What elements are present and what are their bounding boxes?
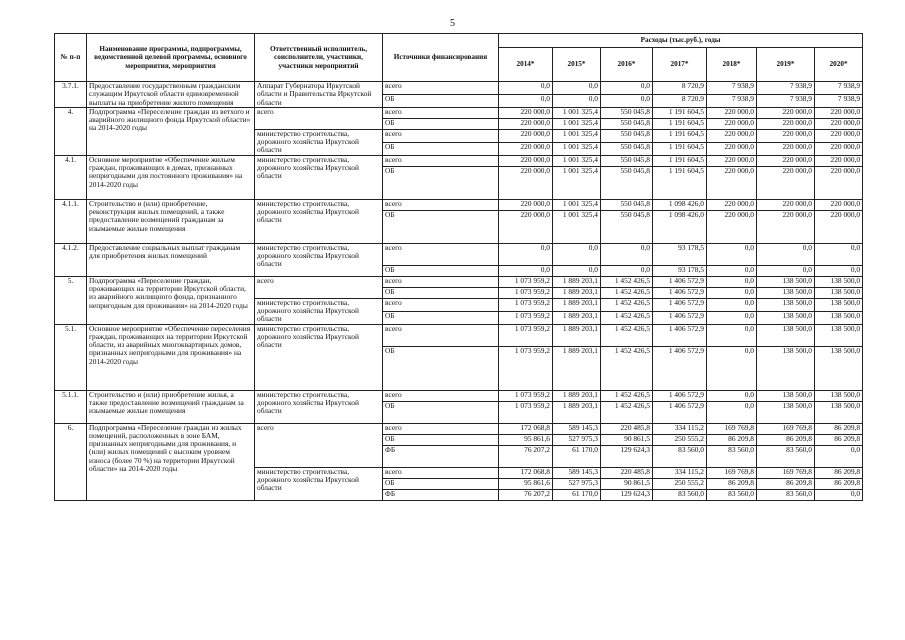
row-number: 4.1.2. [55, 243, 87, 276]
amount-cell: 138 500,0 [815, 287, 863, 298]
header-num: № п-п [55, 34, 87, 82]
executor-cell: министерство строительства, дорожного хозяйства Иркутской области [255, 324, 383, 390]
amount-cell: 1 073 959,2 [499, 324, 553, 346]
row-number: 6. [55, 423, 87, 500]
amount-cell: 93 178,5 [653, 243, 707, 265]
amount-cell: 0,0 [601, 265, 653, 276]
amount-cell: 0,0 [707, 265, 757, 276]
amount-cell: 0,0 [815, 445, 863, 467]
executor-cell: всего [255, 276, 383, 298]
amount-cell: 589 145,3 [553, 423, 601, 434]
row-number: 5.1.1. [55, 390, 87, 423]
amount-cell: 1 191 604,5 [653, 118, 707, 129]
amount-cell: 86 209,8 [815, 467, 863, 478]
amount-cell: 550 045,8 [601, 142, 653, 155]
executor-cell: министерство строительства, дорожного хозяйства Иркутской области [255, 129, 383, 155]
amount-cell: 0,0 [553, 82, 601, 95]
amount-cell: 129 624,3 [601, 489, 653, 500]
funding-source: ОБ [383, 434, 499, 445]
amount-cell: 550 045,8 [601, 118, 653, 129]
amount-cell: 0,0 [553, 265, 601, 276]
amount-cell: 334 115,2 [653, 467, 707, 478]
table-row [55, 155, 863, 166]
amount-cell: 1 191 604,5 [653, 166, 707, 199]
amount-cell: 95 861,6 [499, 478, 553, 489]
amount-cell: 220 000,0 [757, 199, 815, 210]
amount-cell: 1 073 959,2 [499, 276, 553, 287]
executor-cell: министерство строительства, дорожного хозяйства Иркутской области [255, 390, 383, 423]
amount-cell: 8 720,9 [653, 94, 707, 107]
amount-cell: 83 560,0 [653, 489, 707, 500]
amount-cell: 220 000,0 [815, 129, 863, 142]
program-name: Предоставление государственным гражданским служащим Иркутской области единовременной выплаты на приобретение жилого помещения [87, 82, 255, 108]
funding-source: ОБ [383, 142, 499, 155]
amount-cell: 76 207,2 [499, 445, 553, 467]
amount-cell: 86 209,8 [815, 478, 863, 489]
amount-cell: 1 001 325,4 [553, 129, 601, 142]
amount-cell: 1 191 604,5 [653, 155, 707, 166]
amount-cell: 220 000,0 [707, 129, 757, 142]
amount-cell: 138 500,0 [757, 311, 815, 324]
amount-cell: 0,0 [757, 243, 815, 265]
amount-cell: 1 001 325,4 [553, 118, 601, 129]
amount-cell: 0,0 [499, 94, 553, 107]
table-row [55, 82, 863, 95]
table-row [55, 324, 863, 346]
amount-cell: 220 000,0 [757, 118, 815, 129]
amount-cell: 172 068,8 [499, 467, 553, 478]
amount-cell: 1 889 203,1 [553, 287, 601, 298]
amount-cell: 1 889 203,1 [553, 298, 601, 311]
amount-cell: 1 191 604,5 [653, 129, 707, 142]
amount-cell: 220 000,0 [757, 107, 815, 118]
amount-cell: 1 406 572,9 [653, 311, 707, 324]
funding-source: ОБ [383, 311, 499, 324]
amount-cell: 0,0 [601, 94, 653, 107]
table-body [55, 82, 863, 501]
header-executor: Ответственный исполнитель, соисполнители, участники, участники мероприятий [255, 34, 383, 82]
amount-cell: 1 073 959,2 [499, 298, 553, 311]
header-expenses: Расходы (тыс.руб.), годы [499, 34, 863, 48]
amount-cell: 220 000,0 [707, 142, 757, 155]
amount-cell: 220 000,0 [815, 199, 863, 210]
amount-cell: 1 406 572,9 [653, 298, 707, 311]
funding-source: всего [383, 129, 499, 142]
funding-source: всего [383, 324, 499, 346]
table-row [55, 423, 863, 434]
funding-source: ОБ [383, 478, 499, 489]
executor-cell: министерство строительства, дорожного хозяйства Иркутской области [255, 155, 383, 199]
amount-cell: 138 500,0 [757, 298, 815, 311]
amount-cell: 220 000,0 [707, 199, 757, 210]
executor-cell: всего [255, 423, 383, 467]
amount-cell: 220 000,0 [707, 107, 757, 118]
amount-cell: 138 500,0 [757, 276, 815, 287]
amount-cell: 138 500,0 [815, 324, 863, 346]
amount-cell: 138 500,0 [757, 346, 815, 390]
amount-cell: 0,0 [707, 401, 757, 423]
amount-cell: 138 500,0 [757, 401, 815, 423]
funding-source: всего [383, 276, 499, 287]
amount-cell: 1 073 959,2 [499, 390, 553, 401]
table-row [55, 243, 863, 265]
amount-cell: 589 145,3 [553, 467, 601, 478]
header-source: Источники финансирования [383, 34, 499, 82]
row-number: 5. [55, 276, 87, 324]
header-year: 2015* [553, 48, 601, 82]
row-number: 4. [55, 107, 87, 155]
program-name: Строительство и (или) приобретение жилья, а также предоставление возмещений гражданам за изымаемые жилые помещения [87, 390, 255, 423]
executor-cell: всего [255, 107, 383, 129]
amount-cell: 83 560,0 [757, 445, 815, 467]
amount-cell: 220 000,0 [499, 118, 553, 129]
amount-cell: 220 000,0 [499, 210, 553, 243]
funding-source: всего [383, 155, 499, 166]
amount-cell: 7 938,9 [707, 94, 757, 107]
amount-cell: 1 406 572,9 [653, 287, 707, 298]
page-number: 5 [450, 18, 455, 29]
amount-cell: 1 191 604,5 [653, 142, 707, 155]
amount-cell: 220 485,8 [601, 467, 653, 478]
funding-source: всего [383, 390, 499, 401]
amount-cell: 138 500,0 [815, 346, 863, 390]
amount-cell: 220 000,0 [707, 166, 757, 199]
amount-cell: 1 889 203,1 [553, 390, 601, 401]
amount-cell: 0,0 [815, 489, 863, 500]
amount-cell: 1 001 325,4 [553, 199, 601, 210]
amount-cell: 1 889 203,1 [553, 401, 601, 423]
amount-cell: 1 001 325,4 [553, 107, 601, 118]
row-number: 4.1.1. [55, 199, 87, 243]
amount-cell: 220 000,0 [757, 166, 815, 199]
amount-cell: 0,0 [499, 265, 553, 276]
amount-cell: 1 889 203,1 [553, 276, 601, 287]
amount-cell: 0,0 [707, 324, 757, 346]
amount-cell: 1 098 426,0 [653, 210, 707, 243]
amount-cell: 0,0 [601, 82, 653, 95]
row-number: 4.1. [55, 155, 87, 199]
program-name: Подпрограмма «Переселение граждан, проживающих на территории Иркутской области, из аварийного жилищного фонда, признанного непригодным для проживания» на 2014-2020 годы [87, 276, 255, 324]
amount-cell: 220 000,0 [815, 142, 863, 155]
funding-source: ОБ [383, 166, 499, 199]
amount-cell: 7 938,9 [757, 82, 815, 95]
program-name: Строительство и (или) приобретение, реконструкция жилых помещений, а также предоставление возмещений гражданам за изымаемые жилые помещения [87, 199, 255, 243]
amount-cell: 1 452 426,5 [601, 390, 653, 401]
amount-cell: 550 045,8 [601, 166, 653, 199]
executor-cell: министерство строительства, дорожного хозяйства Иркутской области [255, 298, 383, 324]
funding-source: ОБ [383, 346, 499, 390]
table-row [55, 276, 863, 287]
table-row [55, 107, 863, 118]
amount-cell: 1 889 203,1 [553, 311, 601, 324]
funding-source: ОБ [383, 118, 499, 129]
amount-cell: 138 500,0 [815, 311, 863, 324]
amount-cell: 0,0 [707, 311, 757, 324]
program-name: Основное мероприятие «Обеспечение переселения граждан, проживающих на территории Иркутской области, из аварийных многоквартирных домов, признанных непригодными для проживания» на 2014-2020 годы [87, 324, 255, 390]
executor-cell: министерство строительства, дорожного хозяйства Иркутской области [255, 243, 383, 276]
funding-source: ОБ [383, 94, 499, 107]
amount-cell: 0,0 [707, 390, 757, 401]
amount-cell: 220 000,0 [757, 129, 815, 142]
funding-source: всего [383, 298, 499, 311]
amount-cell: 1 452 426,5 [601, 287, 653, 298]
funding-source: всего [383, 107, 499, 118]
funding-source: ФБ [383, 489, 499, 500]
amount-cell: 1 406 572,9 [653, 276, 707, 287]
amount-cell: 138 500,0 [815, 390, 863, 401]
funding-source: ОБ [383, 287, 499, 298]
amount-cell: 76 207,2 [499, 489, 553, 500]
amount-cell: 250 555,2 [653, 434, 707, 445]
amount-cell: 220 000,0 [499, 199, 553, 210]
amount-cell: 129 624,3 [601, 445, 653, 467]
amount-cell: 1 001 325,4 [553, 155, 601, 166]
amount-cell: 1 073 959,2 [499, 287, 553, 298]
amount-cell: 220 000,0 [499, 107, 553, 118]
amount-cell: 220 000,0 [757, 210, 815, 243]
program-name: Подпрограмма «Переселение граждан из жилых помещений, расположенных в зоне БАМ, признанных непригодными для проживания, и (или) жилых помещений с высоким уровнем износа (более 70 %) на территории Иркутской области» на 2014-2020 годы [87, 423, 255, 500]
amount-cell: 220 000,0 [499, 142, 553, 155]
amount-cell: 1 452 426,5 [601, 346, 653, 390]
amount-cell: 220 000,0 [757, 155, 815, 166]
executor-cell: министерство строительства, дорожного хозяйства Иркутской области [255, 199, 383, 243]
amount-cell: 220 000,0 [499, 129, 553, 142]
header-name: Наименование программы, подпрограммы, ведомственной целевой программы, основного мероприятия, мероприятия [87, 34, 255, 82]
amount-cell: 1 191 604,5 [653, 107, 707, 118]
amount-cell: 1 889 203,1 [553, 346, 601, 390]
amount-cell: 0,0 [707, 346, 757, 390]
amount-cell: 169 769,8 [707, 423, 757, 434]
amount-cell: 138 500,0 [757, 390, 815, 401]
amount-cell: 550 045,8 [601, 107, 653, 118]
amount-cell: 1 073 959,2 [499, 401, 553, 423]
amount-cell: 0,0 [499, 82, 553, 95]
amount-cell: 169 769,8 [757, 467, 815, 478]
amount-cell: 1 452 426,5 [601, 401, 653, 423]
amount-cell: 61 170,0 [553, 445, 601, 467]
amount-cell: 250 555,2 [653, 478, 707, 489]
amount-cell: 93 178,5 [653, 265, 707, 276]
amount-cell: 220 000,0 [499, 166, 553, 199]
amount-cell: 0,0 [553, 94, 601, 107]
program-name: Предоставление социальных выплат гражданам для приобретения жилых помещений [87, 243, 255, 276]
program-name: Подпрограмма «Переселение граждан из ветхого и аварийного жилищного фонда Иркутской области» на 2014-2020 годы [87, 107, 255, 155]
amount-cell: 138 500,0 [815, 401, 863, 423]
amount-cell: 220 000,0 [707, 155, 757, 166]
amount-cell: 550 045,8 [601, 129, 653, 142]
executor-cell: министерство строительства, дорожного хозяйства Иркутской области [255, 467, 383, 500]
amount-cell: 1 452 426,5 [601, 298, 653, 311]
amount-cell: 86 209,8 [815, 423, 863, 434]
amount-cell: 220 000,0 [815, 118, 863, 129]
funding-source: ОБ [383, 210, 499, 243]
funding-source: всего [383, 82, 499, 95]
amount-cell: 169 769,8 [707, 467, 757, 478]
amount-cell: 1 098 426,0 [653, 199, 707, 210]
amount-cell: 1 073 959,2 [499, 346, 553, 390]
header-year: 2018* [707, 48, 757, 82]
amount-cell: 220 000,0 [757, 142, 815, 155]
amount-cell: 220 000,0 [815, 210, 863, 243]
amount-cell: 90 861,5 [601, 434, 653, 445]
amount-cell: 95 861,6 [499, 434, 553, 445]
amount-cell: 7 938,9 [757, 94, 815, 107]
amount-cell: 1 452 426,5 [601, 276, 653, 287]
amount-cell: 220 000,0 [707, 118, 757, 129]
program-name: Основное мероприятие «Обеспечение жильем граждан, проживающих в домах, признанных непригодными для постоянного проживания» на 2014-2020 годы [87, 155, 255, 199]
amount-cell: 61 170,0 [553, 489, 601, 500]
amount-cell: 1 406 572,9 [653, 401, 707, 423]
amount-cell: 1 889 203,1 [553, 324, 601, 346]
amount-cell: 550 045,8 [601, 199, 653, 210]
amount-cell: 1 001 325,4 [553, 166, 601, 199]
amount-cell: 0,0 [499, 243, 553, 265]
header-year: 2017* [653, 48, 707, 82]
amount-cell: 220 000,0 [815, 107, 863, 118]
amount-cell: 0,0 [707, 298, 757, 311]
amount-cell: 83 560,0 [653, 445, 707, 467]
amount-cell: 0,0 [757, 265, 815, 276]
amount-cell: 0,0 [815, 265, 863, 276]
amount-cell: 86 209,8 [815, 434, 863, 445]
row-number: 3.7.1. [55, 82, 87, 108]
amount-cell: 1 406 572,9 [653, 324, 707, 346]
amount-cell: 220 485,8 [601, 423, 653, 434]
amount-cell: 0,0 [553, 243, 601, 265]
funding-source: всего [383, 467, 499, 478]
budget-table [54, 33, 863, 501]
amount-cell: 169 769,8 [757, 423, 815, 434]
amount-cell: 7 938,9 [815, 82, 863, 95]
amount-cell: 86 209,8 [757, 478, 815, 489]
amount-cell: 7 938,9 [707, 82, 757, 95]
amount-cell: 86 209,8 [707, 434, 757, 445]
row-number: 5.1. [55, 324, 87, 390]
funding-source: ОБ [383, 401, 499, 423]
amount-cell: 0,0 [601, 243, 653, 265]
amount-cell: 334 115,2 [653, 423, 707, 434]
amount-cell: 527 975,3 [553, 434, 601, 445]
funding-source: ФБ [383, 445, 499, 467]
amount-cell: 8 720,9 [653, 82, 707, 95]
amount-cell: 83 560,0 [707, 445, 757, 467]
header-year: 2014* [499, 48, 553, 82]
funding-source: всего [383, 243, 499, 265]
table-row [55, 390, 863, 401]
amount-cell: 0,0 [707, 287, 757, 298]
amount-cell: 7 938,9 [815, 94, 863, 107]
amount-cell: 1 001 325,4 [553, 142, 601, 155]
funding-source: ОБ [383, 265, 499, 276]
header-year: 2016* [601, 48, 653, 82]
amount-cell: 550 045,8 [601, 155, 653, 166]
amount-cell: 1 406 572,9 [653, 390, 707, 401]
funding-source: всего [383, 423, 499, 434]
amount-cell: 1 073 959,2 [499, 311, 553, 324]
amount-cell: 1 452 426,5 [601, 311, 653, 324]
amount-cell: 86 209,8 [707, 478, 757, 489]
amount-cell: 0,0 [707, 276, 757, 287]
amount-cell: 83 560,0 [707, 489, 757, 500]
header-year: 2020* [815, 48, 863, 82]
amount-cell: 220 000,0 [707, 210, 757, 243]
amount-cell: 1 406 572,9 [653, 346, 707, 390]
amount-cell: 138 500,0 [757, 324, 815, 346]
amount-cell: 83 560,0 [757, 489, 815, 500]
amount-cell: 220 000,0 [499, 155, 553, 166]
amount-cell: 1 001 325,4 [553, 210, 601, 243]
executor-cell: Аппарат Губернатора Иркутской области и Правительства Иркутской области [255, 82, 383, 108]
amount-cell: 86 209,8 [757, 434, 815, 445]
amount-cell: 138 500,0 [757, 287, 815, 298]
amount-cell: 138 500,0 [815, 298, 863, 311]
amount-cell: 220 000,0 [815, 166, 863, 199]
amount-cell: 220 000,0 [815, 155, 863, 166]
amount-cell: 138 500,0 [815, 276, 863, 287]
header-year: 2019* [757, 48, 815, 82]
funding-source: всего [383, 199, 499, 210]
amount-cell: 550 045,8 [601, 210, 653, 243]
table-row [55, 199, 863, 210]
amount-cell: 90 861,5 [601, 478, 653, 489]
amount-cell: 0,0 [815, 243, 863, 265]
amount-cell: 1 452 426,5 [601, 324, 653, 346]
amount-cell: 527 975,3 [553, 478, 601, 489]
amount-cell: 172 068,8 [499, 423, 553, 434]
amount-cell: 0,0 [707, 243, 757, 265]
